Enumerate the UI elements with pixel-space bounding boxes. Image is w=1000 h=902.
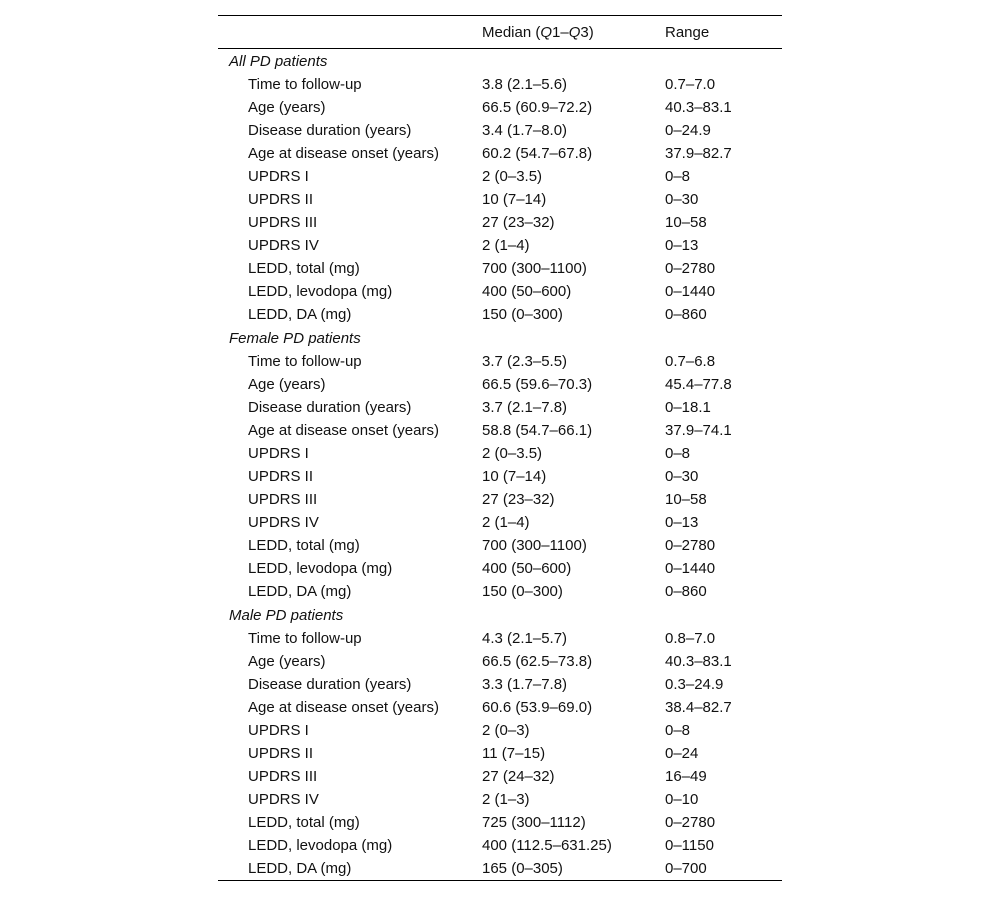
row-median: 60.2 (54.7–67.8) [482,145,593,162]
row-median: 2 (1–4) [482,514,530,531]
row-median: 10 (7–14) [482,468,547,485]
table-row [218,580,782,603]
row-range: 0–1150 [665,837,714,854]
row-range: 0–860 [665,583,707,600]
table-row [218,165,782,188]
row-median: 2 (1–4) [482,237,530,254]
statistics-table [218,15,782,881]
table-body [218,49,782,881]
row-label: Age at disease onset (years) [248,699,439,716]
table-row [218,627,782,650]
row-median: 2 (1–3) [482,791,530,808]
row-range: 10–58 [665,214,707,231]
table-row [218,119,782,142]
row-median: 10 (7–14) [482,191,547,208]
row-median: 4.3 (2.1–5.7) [482,630,568,647]
table-row [218,811,782,834]
table-row [218,73,782,96]
header-median-q3-num: 3) [580,23,594,41]
row-label: UPDRS IV [248,514,319,531]
row-median: 3.7 (2.1–7.8) [482,399,568,416]
header-median-q1-num: 1– [552,23,569,41]
table-row [218,142,782,165]
row-label: UPDRS III [248,214,318,231]
header-median [482,16,665,49]
header-variable [218,16,482,49]
row-range: 0–8 [665,445,691,462]
row-median: 165 (0–305) [482,860,563,877]
row-range: 0–8 [665,168,691,185]
row-label: UPDRS II [248,745,314,762]
row-range: 0–13 [665,237,699,254]
row-median: 2 (0–3.5) [482,445,543,462]
table-row [218,419,782,442]
row-label: UPDRS II [248,191,314,208]
row-range: 0–2780 [665,814,716,831]
row-median: 2 (0–3) [482,722,530,739]
row-range: 45.4–77.8 [665,376,732,393]
group-row [218,603,782,627]
row-label: LEDD, DA (mg) [248,583,352,600]
row-range: 0–2780 [665,537,716,554]
row-label: LEDD, total (mg) [248,537,360,554]
row-label: LEDD, levodopa (mg) [248,283,393,300]
row-range: 0–1440 [665,560,716,577]
table-row [218,465,782,488]
row-median: 66.5 (59.6–70.3) [482,376,593,393]
row-median: 3.7 (2.3–5.5) [482,353,568,370]
row-label: Disease duration (years) [248,399,412,416]
table-row [218,350,782,373]
row-median: 66.5 (62.5–73.8) [482,653,593,670]
row-median: 700 (300–1100) [482,260,587,277]
table-row [218,788,782,811]
row-label: UPDRS II [248,468,314,485]
row-range: 37.9–74.1 [665,422,732,439]
row-range: 0–30 [665,191,699,208]
table-row [218,696,782,719]
table-row [218,188,782,211]
row-label: UPDRS I [248,722,309,739]
table-row [218,488,782,511]
table-row [218,534,782,557]
table-row [218,280,782,303]
row-range: 37.9–82.7 [665,145,732,162]
header-row [218,16,782,49]
row-median: 3.4 (1.7–8.0) [482,122,568,139]
row-label: Age at disease onset (years) [248,422,439,439]
row-label: UPDRS III [248,491,318,508]
row-median: 60.6 (53.9–69.0) [482,699,593,716]
group-row [218,49,782,74]
row-label: Age (years) [248,99,326,116]
row-median: 725 (300–1112) [482,814,586,831]
row-label: LEDD, levodopa (mg) [248,560,393,577]
row-range: 40.3–83.1 [665,99,732,116]
row-label: LEDD, DA (mg) [248,860,352,877]
row-median: 400 (50–600) [482,560,572,577]
row-range: 38.4–82.7 [665,699,732,716]
group-title: Female PD patients [229,329,361,347]
table-row [218,673,782,696]
row-label: Age (years) [248,653,326,670]
row-range: 0–13 [665,514,699,531]
row-range: 0–24.9 [665,122,711,139]
table-row [218,442,782,465]
table-row [218,511,782,534]
row-median: 700 (300–1100) [482,537,587,554]
row-range: 0–18.1 [665,399,711,416]
row-label: UPDRS I [248,445,309,462]
row-range: 0.3–24.9 [665,676,724,693]
statistics-table-container [218,15,782,881]
row-label: LEDD, total (mg) [248,260,360,277]
table-row [218,834,782,857]
group-title: All PD patients [229,52,328,70]
row-label: Time to follow-up [248,353,362,370]
row-label: UPDRS III [248,768,318,785]
table-row [218,96,782,119]
row-label: LEDD, total (mg) [248,814,360,831]
row-median: 27 (24–32) [482,768,555,785]
table-row [218,765,782,788]
row-median: 11 (7–15) [482,745,546,762]
header-median-q1: Q [540,23,553,41]
row-label: LEDD, levodopa (mg) [248,837,393,854]
row-median: 150 (0–300) [482,583,563,600]
row-range: 10–58 [665,491,707,508]
row-label: Disease duration (years) [248,122,412,139]
row-median: 150 (0–300) [482,306,563,323]
row-range: 0–30 [665,468,699,485]
row-median: 2 (0–3.5) [482,168,543,185]
table-row [218,742,782,765]
row-range: 0–700 [665,860,707,877]
row-range: 16–49 [665,768,707,785]
row-label: Age (years) [248,376,326,393]
row-range: 0–860 [665,306,707,323]
table-row [218,857,782,881]
row-range: 40.3–83.1 [665,653,732,670]
row-label: Age at disease onset (years) [248,145,439,162]
row-median: 27 (23–32) [482,214,555,231]
table-header [218,16,782,49]
row-range: 0.8–7.0 [665,630,716,647]
header-median-prefix: Median ( [482,23,541,41]
row-range: 0.7–7.0 [665,76,716,93]
row-label: Time to follow-up [248,76,362,93]
row-label: Time to follow-up [248,630,362,647]
row-median: 27 (23–32) [482,491,555,508]
row-range: 0–24 [665,745,699,762]
table-row [218,211,782,234]
row-range: 0–10 [665,791,699,808]
group-title: Male PD patients [229,606,344,624]
table-row [218,303,782,326]
row-median: 400 (50–600) [482,283,572,300]
row-label: UPDRS IV [248,791,319,808]
row-label: UPDRS I [248,168,309,185]
row-label: Disease duration (years) [248,676,412,693]
row-range: 0–8 [665,722,691,739]
row-label: LEDD, DA (mg) [248,306,352,323]
header-median-q3: Q [568,23,581,41]
header-range: Range [665,23,710,41]
table-row [218,557,782,580]
row-range: 0–2780 [665,260,716,277]
table-row [218,719,782,742]
table-row [218,373,782,396]
row-median: 58.8 (54.7–66.1) [482,422,593,439]
table-row [218,650,782,673]
row-median: 3.3 (1.7–7.8) [482,676,568,693]
row-label: UPDRS IV [248,237,319,254]
row-range: 0–1440 [665,283,716,300]
row-median: 66.5 (60.9–72.2) [482,99,593,116]
table-row [218,234,782,257]
row-median: 3.8 (2.1–5.6) [482,76,568,93]
table-row [218,257,782,280]
table-row [218,396,782,419]
group-row [218,326,782,350]
row-range: 0.7–6.8 [665,353,716,370]
row-median: 400 (112.5–631.25) [482,837,612,854]
